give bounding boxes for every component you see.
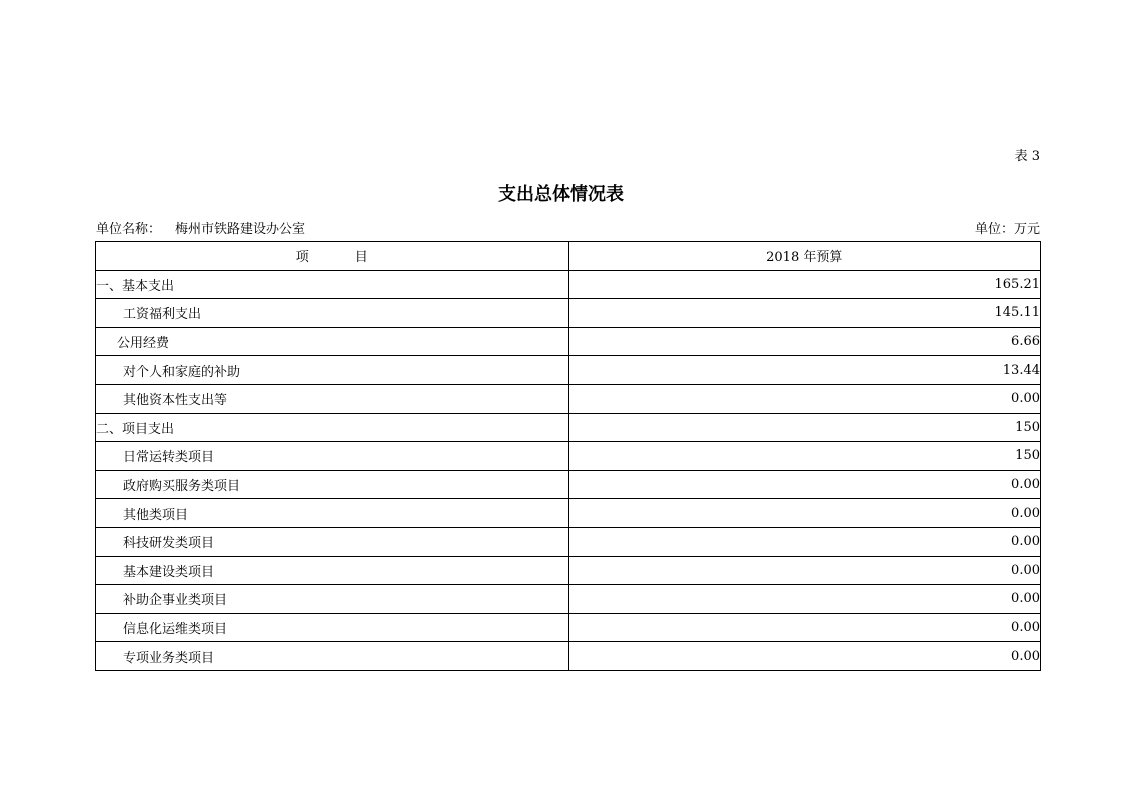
column-header-budget: 2018 年预算 xyxy=(568,242,1041,271)
table-row xyxy=(96,527,1041,556)
row-value: 150 xyxy=(568,413,1041,442)
row-item: 公用经费 xyxy=(96,327,569,356)
table-row xyxy=(96,499,1041,528)
table-row xyxy=(96,642,1041,671)
table-row xyxy=(96,585,1041,614)
table-row xyxy=(96,442,1041,471)
row-item: 补助企事业类项目 xyxy=(96,585,569,614)
row-value: 0.00 xyxy=(568,613,1041,642)
table-header-row xyxy=(96,242,1041,271)
row-item: 其他资本性支出等 xyxy=(96,384,569,413)
row-item: 其他类项目 xyxy=(96,499,569,528)
row-value: 13.44 xyxy=(568,356,1041,385)
table-row xyxy=(96,327,1041,356)
column-header-item xyxy=(96,242,569,271)
row-value: 0.00 xyxy=(568,527,1041,556)
row-value: 0.00 xyxy=(568,499,1041,528)
row-value: 0.00 xyxy=(568,556,1041,585)
header-item-char1: 项 xyxy=(295,250,309,266)
row-value: 6.66 xyxy=(568,327,1041,356)
row-value: 0.00 xyxy=(568,585,1041,614)
unit-name-group xyxy=(96,218,305,237)
table-row xyxy=(96,556,1041,585)
row-item: 政府购买服务类项目 xyxy=(96,470,569,499)
table-row xyxy=(96,413,1041,442)
header-item-char2: 目 xyxy=(354,250,368,266)
table-number: 表 3 xyxy=(1014,149,1040,164)
row-value: 0.00 xyxy=(568,642,1041,671)
row-item: 一、基本支出 xyxy=(96,270,569,299)
row-item: 工资福利支出 xyxy=(96,299,569,328)
table-row xyxy=(96,356,1041,385)
unit-name-label: 单位名称： xyxy=(96,222,162,237)
row-item: 专项业务类项目 xyxy=(96,642,569,671)
page-title: 支出总体情况表 xyxy=(498,184,624,205)
table-row xyxy=(96,299,1041,328)
table-row xyxy=(96,384,1041,413)
row-value: 0.00 xyxy=(568,384,1041,413)
table-row xyxy=(96,613,1041,642)
meta-row xyxy=(96,218,1040,237)
row-value: 145.11 xyxy=(568,299,1041,328)
expenditure-table xyxy=(95,241,1041,671)
row-item: 二、项目支出 xyxy=(96,413,569,442)
table-row xyxy=(96,470,1041,499)
row-item: 日常运转类项目 xyxy=(96,442,569,471)
row-value: 165.21 xyxy=(568,270,1041,299)
table-row xyxy=(96,270,1041,299)
row-value: 0.00 xyxy=(568,470,1041,499)
row-item: 基本建设类项目 xyxy=(96,556,569,585)
row-value: 150 xyxy=(568,442,1041,471)
row-item: 信息化运维类项目 xyxy=(96,613,569,642)
unit-name-value: 梅州市铁路建设办公室 xyxy=(175,222,306,237)
row-item: 科技研发类项目 xyxy=(96,527,569,556)
unit-label: 单位：万元 xyxy=(974,222,1040,237)
row-item: 对个人和家庭的补助 xyxy=(96,356,569,385)
